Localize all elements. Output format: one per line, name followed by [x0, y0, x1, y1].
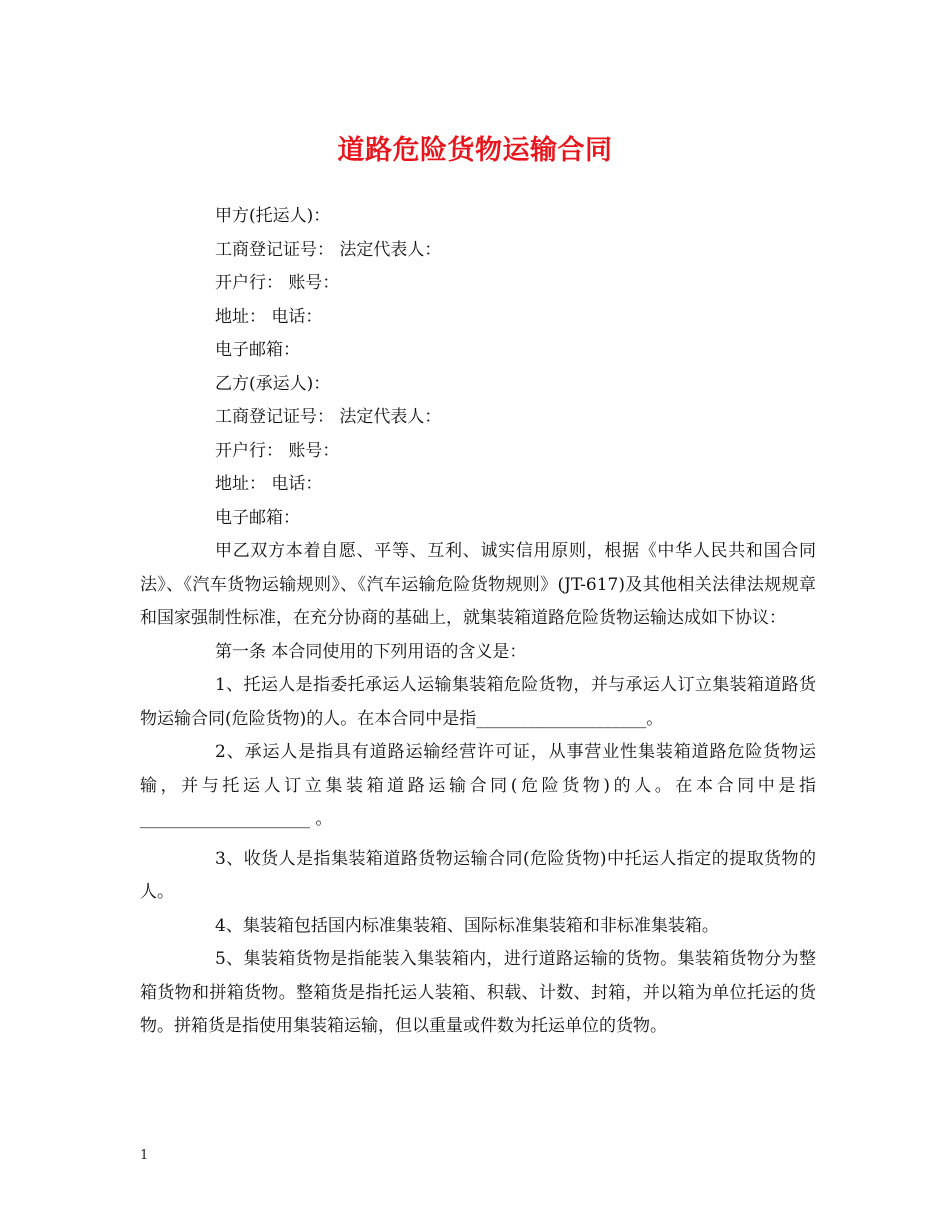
party-a-address-line: 地址： 电话： [215, 306, 323, 327]
clause-5: 5、集装箱货物是指能装入集装箱内，进行道路运输的货物。集装箱货物分为整箱货物和拼箱货物。整箱货是指托运人装箱、积载、计数、封箱，并以箱为单位托运的货物。拼箱货是指使用集装箱运输，但以重量或件数为托运单位的货物。 [140, 949, 816, 1036]
page-number: 1 [140, 1148, 149, 1163]
party-b-registration-line: 工商登记证号： 法定代表人： [215, 407, 442, 427]
party-a-email-line: 电子邮箱： [215, 340, 300, 360]
clause-4: 4、集装箱包括国内标准集装箱、国际标准集装箱和非标准集装箱。 [215, 915, 719, 936]
party-b-heading: 乙方(承运人)： [215, 373, 331, 394]
preamble-paragraph: 甲乙双方本着自愿、平等、互利、诚实信用原则，根据《中华人民共和国合同法》、《汽车货物运输规则》、《汽车运输危险货物规则》(JT-617)及其他相关法律法规规章和国家强制性标准，在充分协商的基础上，就集装箱道路危险货物运输达成如下协议： [140, 541, 816, 628]
page-title: 道路危险货物运输合同 [337, 135, 613, 166]
party-a-bank-line: 开户行： 账号： [215, 273, 340, 293]
party-a-block [140, 200, 816, 368]
party-a-heading: 甲方(托运人)： [215, 206, 331, 226]
clause-2: 2、承运人是指具有道路运输经营许可证，从事营业性集装箱道路危险货物运输，并与托运人订立集装箱道路运输合同(危险货物)的人。在本合同中是指 ____________________ 。 [140, 742, 816, 829]
article-1-heading: 第一条 本合同使用的下列用语的含义是： [215, 641, 527, 662]
party-a-registration-line: 工商登记证号： 法定代表人： [215, 239, 442, 260]
party-b-bank-line: 开户行： 账号： [215, 440, 340, 461]
party-b-block [140, 368, 816, 536]
clause-3: 3、收货人是指集装箱道路货物运输合同(危险货物)中托运人指定的提取货物的人。 [140, 848, 816, 902]
party-b-address-line: 地址： 电话： [215, 474, 323, 494]
party-b-email-line: 电子邮箱： [215, 507, 300, 528]
contract-body [140, 200, 816, 1044]
clause-1: 1、托运人是指委托承运人运输集装箱危险货物，并与承运人订立集装箱道路货物运输合同(危险货物)的人。在本合同中是指____________________。 [140, 675, 816, 729]
